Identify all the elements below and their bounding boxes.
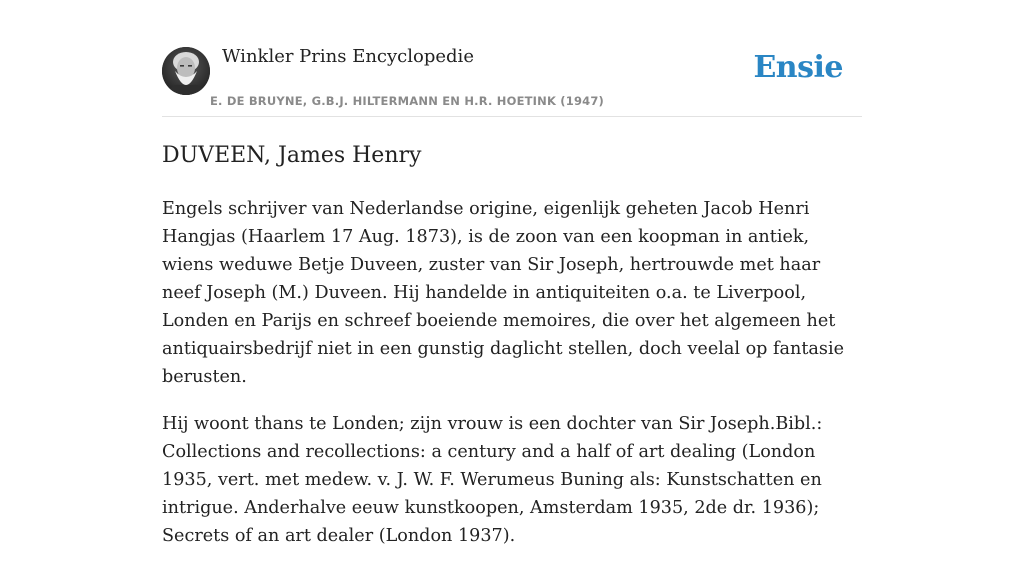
source-authors: E. DE BRUYNE, G.B.J. HILTERMANN EN H.R. HOETINK (1947) — [210, 94, 605, 108]
entry-body — [162, 195, 862, 550]
entry-title: DUVEEN, James Henry — [162, 143, 422, 168]
entry-paragraph: Hij woont thans te Londen; zijn vrouw is een dochter van Sir Joseph.Bibl.: Collections and recollections: a century and a half of art dealing (London 1935, vert. met medew. v. J. W. F. Werumeus Buning als: Kunstschatten en intrigue. Anderhalve eeuw kunstkoopen, Amsterdam 1935, 2de dr. 1936); Secrets of an art dealer (London 1937). — [162, 414, 823, 546]
entry-paragraph: Engels schrijver van Nederlandse origine, eigenlijk geheten Jacob Henri Hangjas (Haarlem 17 Aug. 1873), is de zoon van een koopman in antiek, wiens weduwe Betje Duveen, zuster van Sir Joseph, hertrouwde met haar neef Joseph (M.) Duveen. Hij handelde in antiquiteiten o.a. te Liverpool, Londen en Parijs en schreef boeiende memoires, die over het algemeen het antiquairsbedrijf niet in een gunstig daglicht stellen, doch veelal op fantasie berusten. — [162, 199, 844, 387]
portrait-icon — [162, 47, 210, 95]
portrait-avatar[interactable] — [162, 47, 210, 95]
brand-logo[interactable]: Ensie — [753, 50, 843, 85]
source-title[interactable]: Winkler Prins Encyclopedie — [222, 46, 474, 67]
source-header — [162, 0, 862, 117]
page — [162, 0, 862, 569]
